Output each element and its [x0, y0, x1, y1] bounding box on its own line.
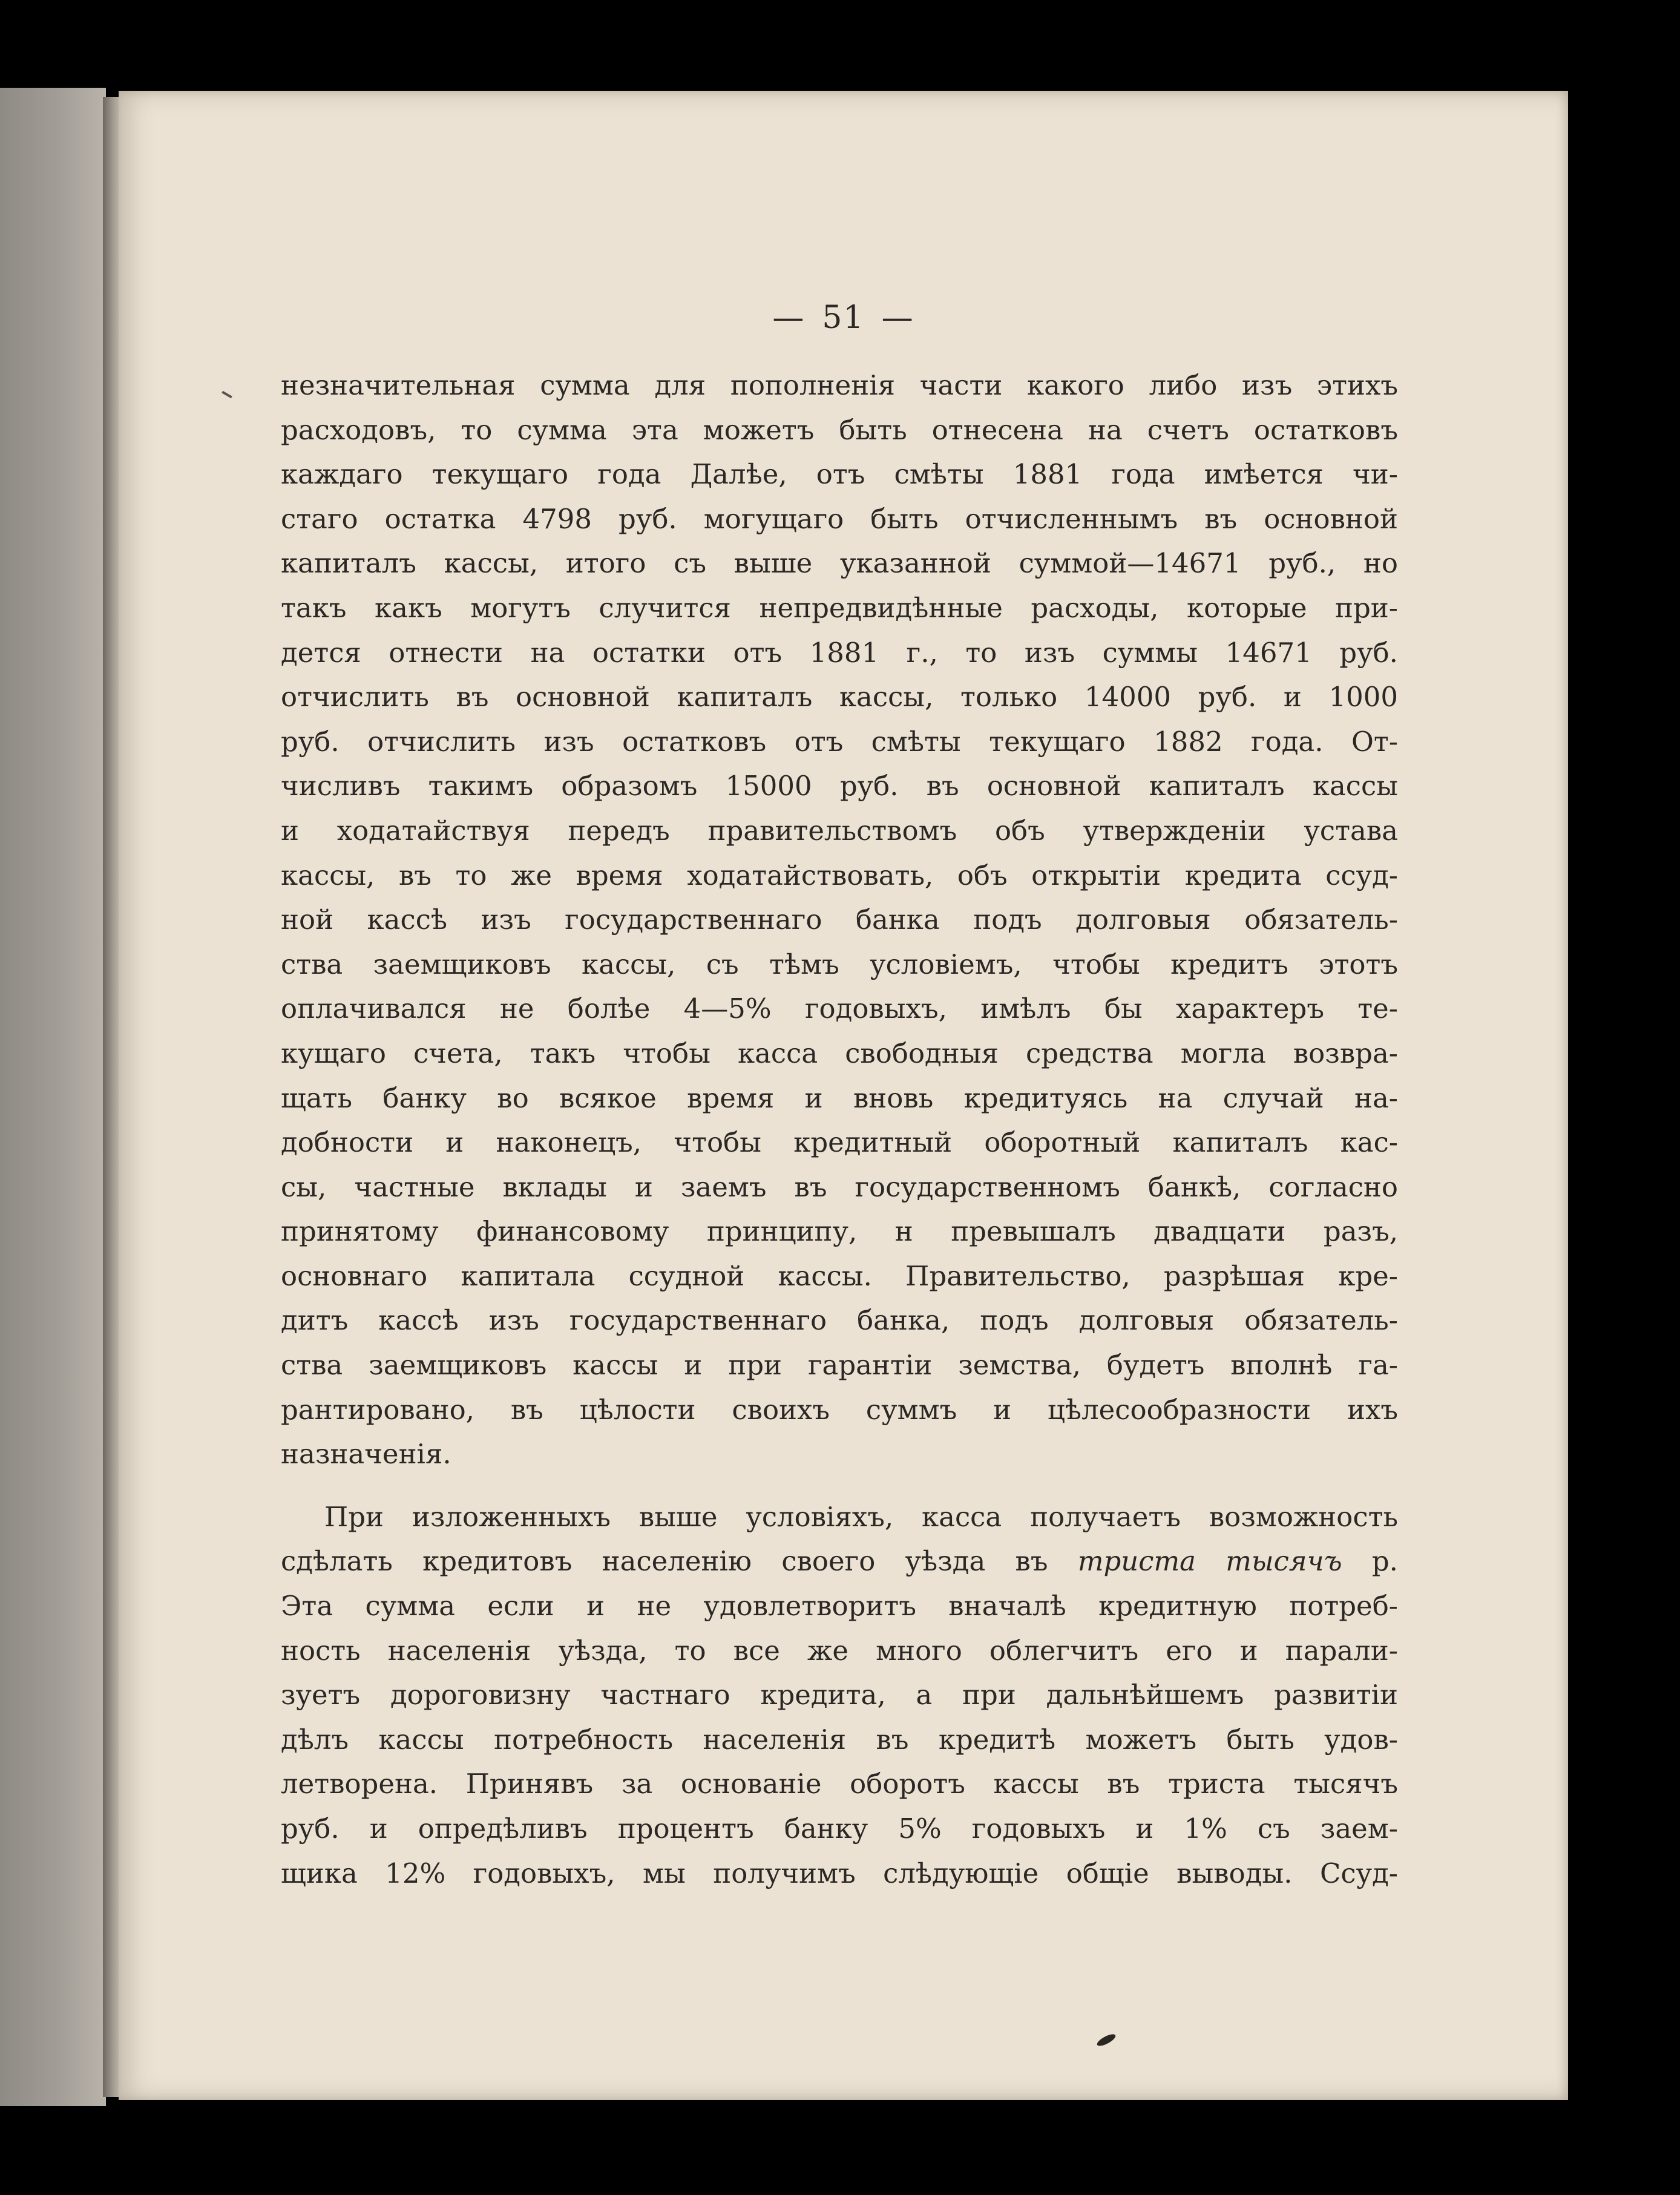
book-page [119, 91, 1568, 2100]
text-line-tail: р. [1342, 1545, 1398, 1578]
text-line: ной кассѣ изъ государственнаго банка подъ долговыя обязатель- [281, 904, 1398, 936]
text-line: расходовъ, то сумма эта можетъ быть отнесена на счетъ остатковъ [281, 413, 1398, 446]
text-line: капиталъ кассы, итого съ выше указанной суммой—14671 руб., но [281, 547, 1398, 580]
text-line: ства заемщиковъ кассы, съ тѣмъ условіемъ, чтобы кредитъ этотъ [281, 948, 1398, 980]
facing-page-edge [0, 88, 106, 2106]
text-line: зуетъ дороговизну частнаго кредита, а при дальнѣйшемъ развитіи [281, 1679, 1398, 1711]
text-line: ность населенія уѣзда, то все же много облегчитъ его и парали- [281, 1634, 1398, 1667]
text-line: При изложенныхъ выше условіяхъ, касса получаетъ возможность [324, 1500, 1398, 1533]
text-line: каждаго текущаго года Далѣе, отъ смѣты 1881 года имѣется чи- [281, 458, 1398, 491]
text-line: дитъ кассѣ изъ государственнаго банка, подъ долговыя обязатель- [281, 1304, 1398, 1337]
page-number: 51 [822, 300, 865, 336]
text-line: кассы, въ то же время ходатайствовать, объ открытіи кредита ссуд- [281, 859, 1398, 891]
text-line: щика 12% годовыхъ, мы получимъ слѣдующіе общіе выводы. Ссуд- [281, 1857, 1398, 1889]
text-line: назначенія. [281, 1438, 451, 1471]
dash-left: — [772, 300, 806, 336]
text-line: руб. и опредѣливъ процентъ банку 5% годовыхъ и 1% съ заем- [281, 1813, 1398, 1845]
text-line: отчислить въ основной капиталъ кассы, только 14000 руб. и 1000 [281, 681, 1398, 714]
paper-mark [221, 391, 232, 398]
text-line: ства заемщиковъ кассы и при гарантіи земства, будетъ вполнѣ га- [281, 1349, 1398, 1382]
text-line: такъ какъ могутъ случится непредвидѣнные расходы, которые при- [281, 591, 1398, 624]
text-line-part: сдѣлать кредитовъ населенію своего уѣзда въ [281, 1545, 1048, 1578]
italic-phrase: триста тысячъ [1077, 1545, 1342, 1578]
paragraph-gap [281, 1477, 1398, 1495]
text-line: числивъ такимъ образомъ 15000 руб. въ основной капиталъ кассы [281, 770, 1398, 802]
text-line: основнаго капитала ссудной кассы. Правительство, разрѣшая кре- [281, 1259, 1398, 1292]
text-line: стаго остатка 4798 руб. могущаго быть отчисленнымъ въ основной [281, 502, 1398, 535]
text-line: сы, частные вклады и заемъ въ государственномъ банкѣ, согласно [281, 1170, 1398, 1203]
text-line: оплачивался не болѣе 4—5% годовыхъ, имѣлъ бы характеръ те- [281, 993, 1398, 1025]
text-line: летворена. Принявъ за основаніе оборотъ кассы въ триста тысячъ [281, 1768, 1398, 1800]
paragraph-1 [281, 363, 1398, 1477]
text-line: добности и наконецъ, чтобы кредитный оборотный капиталъ кас- [281, 1126, 1398, 1159]
text-line: Эта сумма если и не удовлетворитъ вначалѣ кредитную потреб- [281, 1590, 1398, 1622]
text-line: дется отнести на остатки отъ 1881 г., то изъ суммы 14671 руб. [281, 636, 1398, 669]
text-line: щать банку во всякое время и вновь кредитуясь на случай на- [281, 1081, 1398, 1114]
dash-right: — [881, 300, 914, 336]
text-line: принятому финансовому принципу, н превышалъ двадцати разъ, [281, 1215, 1398, 1248]
text-line: и ходатайствуя передъ правительствомъ объ утвержденіи устава [281, 814, 1398, 847]
body-text [281, 363, 1398, 1895]
text-line: руб. отчислить изъ остатковъ отъ смѣты текущаго 1882 года. От- [281, 725, 1398, 758]
paragraph-2 [281, 1495, 1398, 1895]
text-line: незначительная сумма для пополненія части какого либо изъ этихъ [281, 369, 1398, 401]
text-line [281, 1539, 1398, 1584]
text-line: рантировано, въ цѣлости своихъ суммъ и цѣлесообразности ихъ [281, 1393, 1398, 1426]
page-number-header [119, 300, 1568, 336]
text-line: дѣлъ кассы потребность населенія въ кредитѣ можетъ быть удов- [281, 1723, 1398, 1756]
ink-speck [1095, 2032, 1117, 2049]
text-line: кущаго счета, такъ чтобы касса свободныя средства могла возвра- [281, 1037, 1398, 1069]
